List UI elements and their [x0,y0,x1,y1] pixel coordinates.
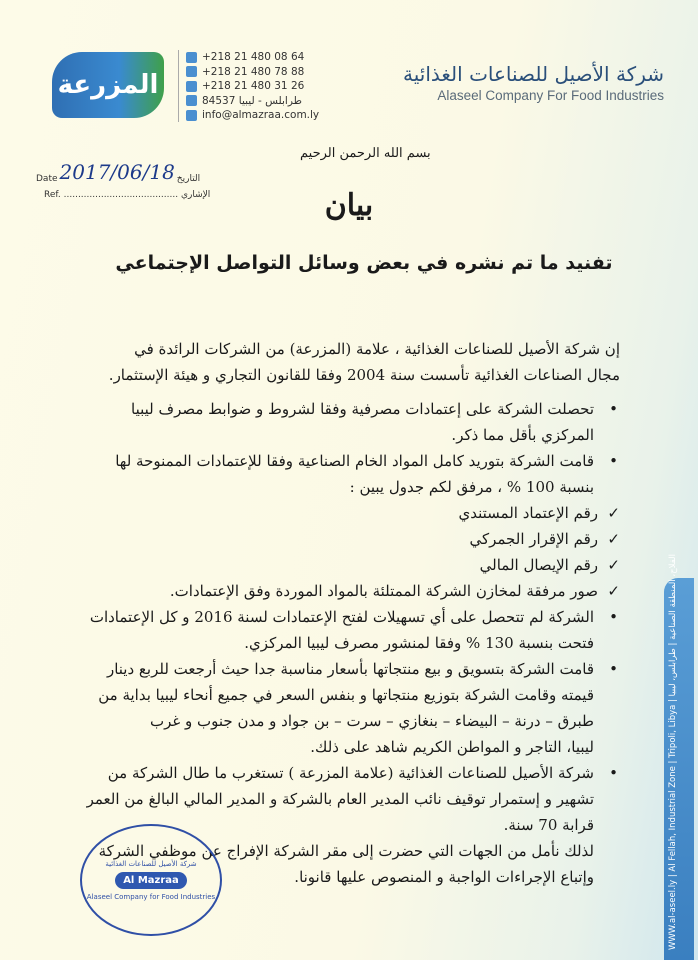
check-item: ✓ صور مرفقة لمخازن الشركة الممتلئة بالمواد الموردة وفق الإعتمادات. [169,582,620,600]
phone-icon [186,52,197,63]
bullet-item: • قامت الشركة بتوريد كامل المواد الخام الصناعية وفقا للإعتمادات الممنوحة لها بنسبة 100 % ، مرفق لكم جدول يبين : [115,452,618,496]
handwritten-date: 2017/06/18 [59,160,175,184]
document-body [86,336,620,890]
mailbox-icon [186,95,197,106]
company-name-en: Alaseel Company For Food Industries [437,88,664,103]
email-icon [186,110,197,121]
check-item: ✓ رقم الإيصال المالي [479,556,620,574]
check-item: ✓ رقم الإقرار الجمركي [469,530,620,548]
fax-icon [186,81,197,92]
document-subtitle: تفنيد ما تم نشره في بعض وسائل التواصل الإجتماعي [115,252,613,274]
bullet-item: • قامت الشركة بتسويق و بيع منتجاتها بأسعار مناسبة جدا حيث أرجعت للربع دينار قيمته وقامت الشركة بتوزيع منتجاتها و بنفس السعر في جميع أنحاء ليبيا بداية من طبرق – درنة – البيضاء – بنغازي – سرت – بن جواد و مدن جنوب و غرب ليبيا، التاجر و المواطن الكريم شاهد على ذلك. [98,660,618,756]
side-footer-band: WWW.al-aseel.ly | Al Fellah, Industrial Zone | Tripoli, Libya | الفلاح، المنطقة الصناعية | طرابلس، ليبيا [664,578,694,960]
company-name-ar: شركة الأصيل للصناعات الغذائية [403,62,664,86]
closing-paragraph: لذلك نأمل من الجهات التي حضرت إلى مقر الشركة الإفراج عن موظفي الشركة وإتباع الإجراءات الواجبة و المنصوص عليها قانونا. [98,842,594,886]
bullet-item: • تحصلت الشركة على إعتمادات مصرفية وفقا لشروط و ضوابط مصرف ليبيا المركزي بأقل مما ذكر. [131,400,618,444]
check-item: ✓ رقم الإعتماد المستندي [458,504,620,522]
intro-paragraph: إن شركة الأصيل للصناعات الغذائية ، علامة (المزرعة) من الشركات الرائدة في مجال الصناعات الغذائية تأسست سنة 2004 وفقا للقانون التجاري و هيئة الإستثمار. [108,340,620,384]
phone-icon [186,66,197,77]
almazraa-logo: المزرعة [52,52,164,118]
ref-field: Ref. ........................................ الإشاري [44,190,211,200]
basmala: بسم الله الرحمن الرحيم [300,146,431,161]
contact-info: +218 21 480 08 64 +218 21 480 78 88 +218 21 480 31 26 طرابلس - ليبيا 84537 info@almazraa.com.ly [186,50,319,123]
company-stamp: شركة الأصيل للصناعات الغذائية Al Mazraa Alaseel Company for Food Industries [80,824,222,936]
bullet-item: • الشركة لم تتحصل على أي تسهيلات لفتح الإعتمادات لسنة 2016 و كل الإعتمادات فتحت بنسبة 130 % وفقا لمنشور مصرف ليبيا المركزي. [89,608,618,652]
date-field: Date 2017/06/18 التاريخ [36,160,201,184]
bullet-item: • شركة الأصيل للصناعات الغذائية (علامة المزرعة ) تستغرب ما طال الشركة من تشهير و إستمرار توقيف نائب المدير العام بالشركة و المدير المالي البالغ من العمر قرابة 70 سنة. [86,764,618,834]
document-title: بيان [324,188,374,223]
divider [178,50,179,122]
